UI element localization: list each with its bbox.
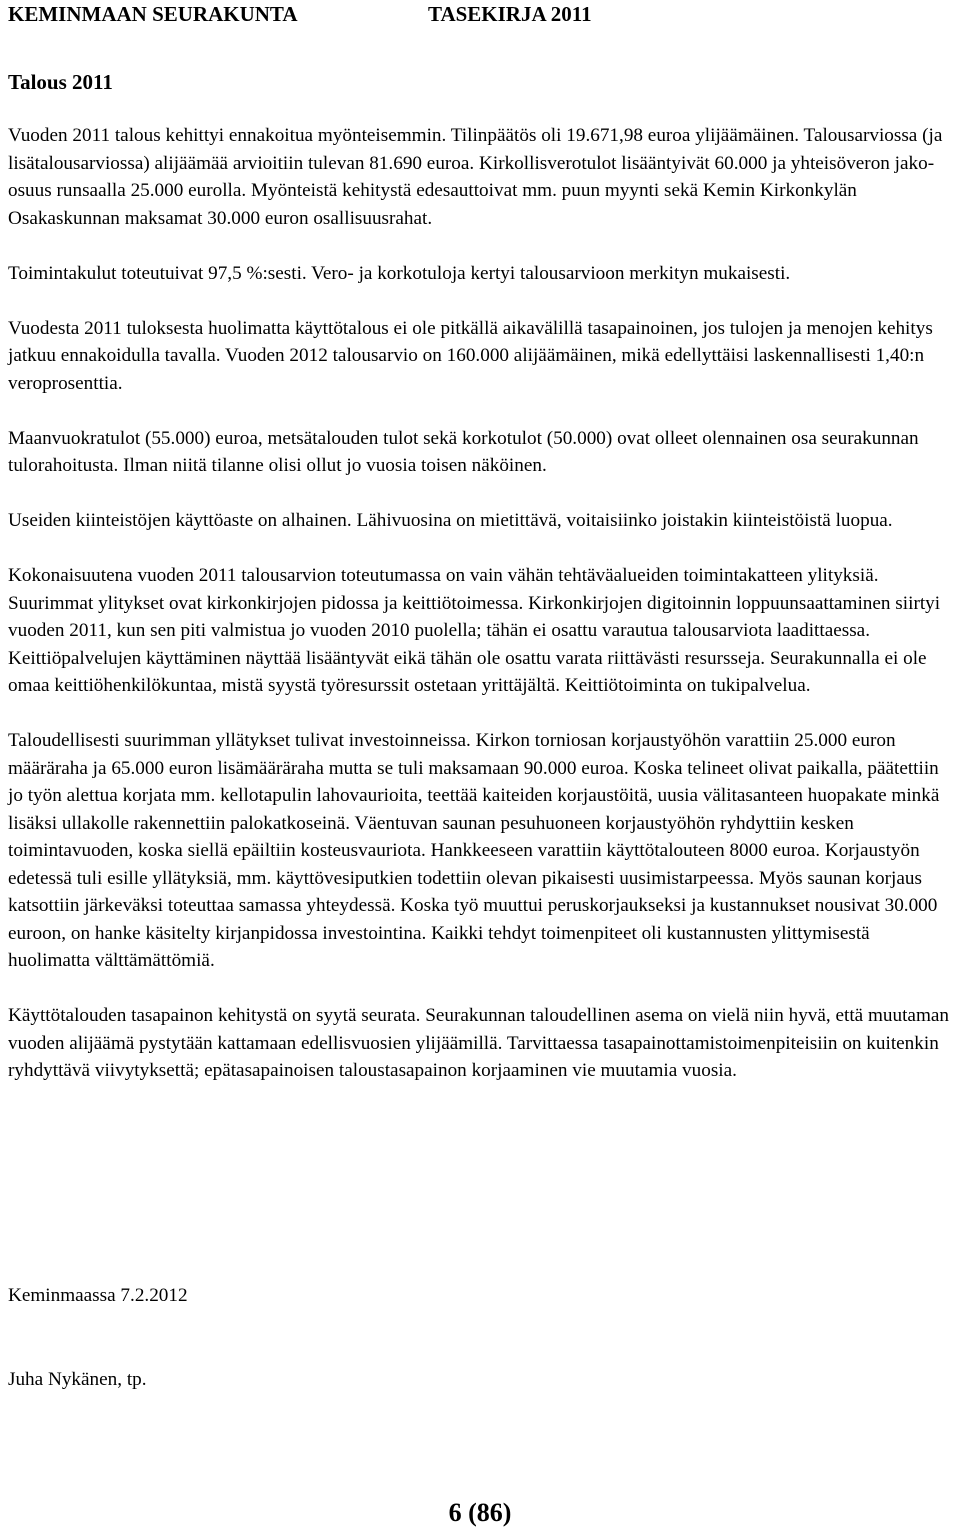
paragraph: Vuoden 2011 talous kehittyi ennakoitua myönteisemmin. Tilinpäätös oli 19.671,98 euroa ylijäämäinen. Talousarviossa (ja lisätalousarviossa) alijäämää arvioitiin tulevan 81.690 euroa. Kirkollisverotulot lisääntyivät 60.000 ja yhteisöveron jako-osuus runsaalla 25.000 eurolla. Myönteistä kehitystä edesauttoivat mm. puun myynti sekä Kemin Kirkonkylän Osakaskunnan maksamat 30.000 euron osallisuusrahat. [8,125,943,229]
paragraph: Toimintakulut toteutuivat 97,5 %:sesti. Vero- ja korkotuloja kertyi talousarvioon merkityn mukaisesti. [8,262,791,284]
page-number: 6 (86) [448,1498,512,1527]
paragraph: Taloudellisesti suurimman yllätykset tulivat investoinneissa. Kirkon torniosan korjaustyöhön varattiin 25.000 euron määräraha ja 65.000 euron lisämääräraha mutta se tuli maksamaan 90.000 euroa. Koska telineet olivat paikalla, päätettiin jo työn alettua korjata mm. kellotapulin lahovaurioita, teettää kaiteiden korjaustöitä, uusia välitasanteen huopakate minkä lisäksi ullakolle rakennettiin palokatkoseinä. Väentuvan saunan pesuhuoneen korjaustyöhön ryhdyttiin kesken toimintavuoden, koska siellä epäiltiin kosteusvauriota. Hankkeeseen varattiin käyttötalouteen 8000 euroa. Korjaustyön edetessä tuli esille yllätyksiä, mm. käyttövesiputkien todettiin olevan pikaisesti uusimistarpeessa. Myös saunan korjaus katsottiin järkeväksi toteuttaa samassa yhteydessä. Koska työ muuttui peruskorjaukseksi ja kustannukset nousivat 30.000 euroon, on hanke käsitelty kirjanpidossa investointina. Kaikki tehdyt toimenpiteet oli kustannusten ylittymisestä huolimatta välttämättömiä. [8,730,940,971]
paragraph: Käyttötalouden tasapainon kehitystä on syytä seurata. Seurakunnan taloudellinen asema on vielä niin hyvä, että muutaman vuoden alijäämä pystytään kattamaan edellisvuosien ylijäämillä. Tarvittaessa tasapainottamistoimenpiteisiin on kuitenkin ryhdyttävä viivytyksettä; epätasapainoisen taloustasapainon korjaaminen vie muutamia vuosia. [8,1005,949,1081]
signer-name: Juha Nykänen, tp. [8,1369,147,1390]
paragraph: Vuodesta 2011 tuloksesta huolimatta käyttötalous ei ole pitkällä aikavälillä tasapainoinen, jos tulojen ja menojen kehitys jatkuu ennakoidulla tavalla. Vuoden 2012 talousarvio on 160.000 alijäämäinen, mikä edellyttäisi laskennallisesti 1,40:n veroprosenttia. [8,317,933,394]
page-header [8,2,592,27]
place-date: Keminmaassa 7.2.2012 [8,1285,188,1306]
body-text [8,122,953,1112]
header-document: TASEKIRJA 2011 [428,2,592,26]
header-organization: KEMINMAAN SEURAKUNTA [8,2,298,26]
paragraph: Kokonaisuutena vuoden 2011 talousarvion toteutumassa on vain vähän tehtäväalueiden toimintakatteen ylityksiä. Suurimmat ylitykset ovat kirkonkirjojen pidossa ja keittiötoimessa. Kirkonkirjojen digitoinnin loppuunsaattaminen siirtyi vuoden 2011, kun sen piti valmistua jo vuoden 2010 puolella; tähän ei osattu varautua talousarviota laadittaessa. Keittiöpalvelujen käyttäminen näyttää lisääntyvät eikä tähän ole osattu varata riittävästi resursseja. Seurakunnalla ei ole omaa keittiöhenkilökuntaa, mistä syystä työresurssit ostetaan yrittäjältä. Keittiötoiminta on tukipalvelua. [8,565,941,696]
paragraph: Maanvuokratulot (55.000) euroa, metsätalouden tulot sekä korkotulot (50.000) ovat olleet olennainen osa seurakunnan tulorahoitusta. Ilman niitä tilanne olisi ollut jo vuosia toisen näköinen. [8,427,919,476]
section-title: Talous 2011 [8,70,113,94]
paragraph: Useiden kiinteistöjen käyttöaste on alhainen. Lähivuosina on mietittävä, voitaisiinko joistakin kiinteistöistä luopua. [8,510,893,531]
